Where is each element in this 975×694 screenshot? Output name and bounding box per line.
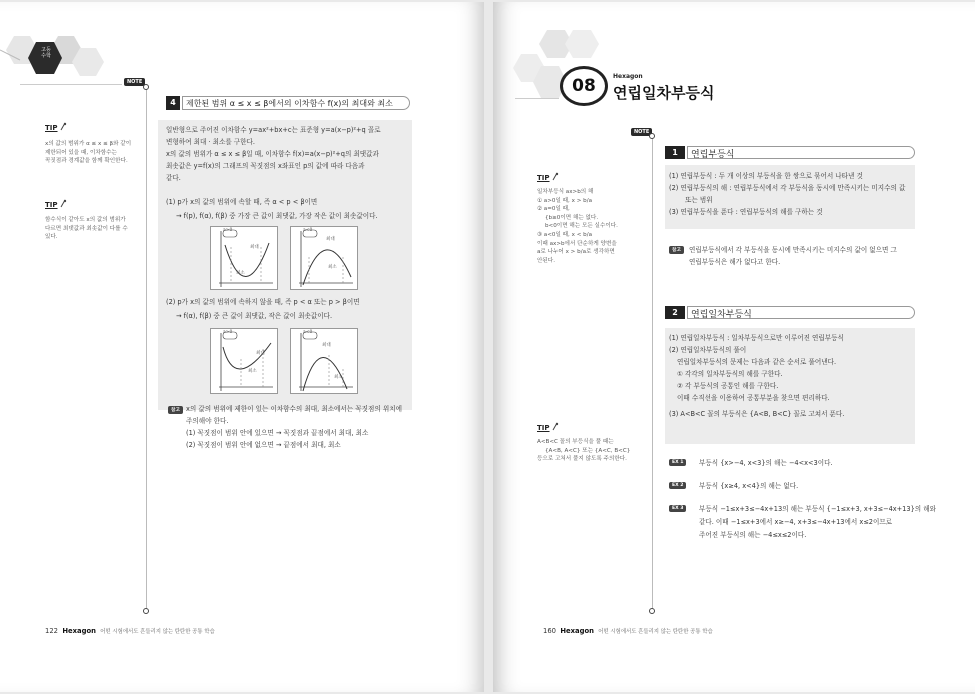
tip-line: 제한되어 있을 때, 이차함수는 xyxy=(45,149,117,156)
tip-text xyxy=(537,438,630,464)
section2-item: (1) 연립일차부등식 : 일차부등식으로만 이루어진 연립부등식 xyxy=(669,334,844,342)
body-line: x의 값의 범위가 α ≤ x ≤ β일 때, 이차함수 f(x)=a(x−p)²+q의 최댓값과 xyxy=(166,150,379,158)
tip-line: ① a>0일 때, x > b/a xyxy=(537,197,593,204)
section1-item: (3) 연립부등식을 푼다 : 연립부등식의 해를 구하는 것 xyxy=(669,208,823,216)
note-tag: NOTE xyxy=(124,78,145,86)
note-tag: NOTE xyxy=(631,128,652,136)
tip-label: TIP xyxy=(45,201,58,209)
graph2-min-label: 최소 xyxy=(328,265,337,270)
tip-line: ② a=0일 때, xyxy=(537,206,570,213)
reference-line: 연립부등식은 해가 없다고 한다. xyxy=(689,258,781,266)
section2-item: (2) 연립일차부등식의 풀이 xyxy=(669,346,747,354)
graph-case2-a-positive xyxy=(210,328,278,394)
tip-line: 있다. xyxy=(45,234,58,241)
chapter-number: 08 xyxy=(560,66,608,106)
reference-line: 연립부등식에서 각 부등식을 동시에 만족시키는 미지수의 값이 없으면 그 xyxy=(689,246,897,254)
tip-label: TIP xyxy=(45,124,58,132)
body-line: 변형하여 최대 · 최소를 구한다. xyxy=(166,138,256,146)
graph1-max-label: 최대 xyxy=(250,245,259,250)
section1-item: (2) 연립부등식의 해 : 연립부등식에서 각 부등식을 동시에 만족시키는 미지수의 값 xyxy=(669,184,906,192)
tip-text xyxy=(537,188,618,265)
example-line: 부등식 {x>−4, x<3}의 해는 −4<x<3이다. xyxy=(699,459,833,467)
reference-line: x의 값의 범위에 제한이 있는 이차함수의 최대, 최소에서는 꼭짓점의 위치에 xyxy=(186,405,402,413)
chapter-title: 연립일차부등식 xyxy=(613,84,715,102)
tip-line: 일차부등식 ax>b의 해 xyxy=(537,189,594,195)
footer-text: 어떤 시험에서도 흔들리지 않는 탄탄한 공통 학습 xyxy=(598,629,713,635)
tip-line: 등으로 고쳐서 풀지 않도록 주의한다. xyxy=(537,456,627,463)
tip-line: b<0이면 해는 모든 실수이다. xyxy=(545,223,618,230)
tip-label: TIP xyxy=(537,174,550,182)
section1-reference xyxy=(689,244,897,268)
section2-item: (3) A<B<C 꼴의 부등식은 {A<B, B<C} 꼴로 고쳐서 푼다. xyxy=(669,410,845,418)
example-line: 주어진 부등식의 해는 −4≤x≤2이다. xyxy=(699,531,807,539)
tip-line: 함수식이 같아도 x의 값의 범위가 xyxy=(45,217,126,223)
case1-detail: → f(p), f(α), f(β) 중 가장 큰 값이 최댓값, 가장 작은 값이 최솟값이다. xyxy=(176,212,378,220)
graph2-tag: a<0 xyxy=(303,228,313,233)
left-footer xyxy=(45,627,215,635)
example-line: 부등식 {x≥4, x<4}의 해는 없다. xyxy=(699,482,799,490)
reference-line: (2) 꼭짓점이 범위 안에 없으면 → 끝점에서 최대, 최소 xyxy=(186,441,341,449)
tip-line: 안된다. xyxy=(537,257,555,264)
timeline-start-dot xyxy=(649,133,655,139)
tip-text xyxy=(45,216,128,242)
tip-text xyxy=(45,140,131,166)
footer-text: 어떤 시험에서도 흔들리지 않는 탄탄한 공통 학습 xyxy=(100,629,215,635)
graph1-tag: a>0 xyxy=(223,228,233,233)
section2-items xyxy=(669,332,844,424)
tip-line: {b≥0이면 해는 없다. xyxy=(545,214,599,221)
graph4-tag: a<0 xyxy=(303,330,313,335)
tip-line: 꼭짓점과 경계값을 함께 확인한다. xyxy=(45,158,128,165)
page-number: 122 xyxy=(45,627,58,635)
body-line: 최솟값은 y=f(x)의 그래프의 꼭짓점의 x좌표인 p의 값에 따라 다음과 xyxy=(166,162,365,170)
footer-brand: Hexagon xyxy=(62,627,96,635)
section1-items xyxy=(669,170,905,218)
section2-item: ② 각 부등식의 공통인 해를 구한다. xyxy=(677,382,779,390)
right-footer xyxy=(543,627,713,635)
right-timeline xyxy=(652,136,653,610)
example-tag: EX 2 xyxy=(669,482,686,489)
reference-tag: 참고 xyxy=(168,406,183,414)
reference-text xyxy=(186,403,402,451)
section1-item: (1) 연립부등식 : 두 개 이상의 부등식을 한 쌍으로 묶어서 나타낸 것 xyxy=(669,172,863,180)
timeline-end-dot xyxy=(649,608,655,614)
section1-item: 또는 범위 xyxy=(685,196,713,204)
tip-line: x의 값의 범위가 α ≤ x ≤ β와 같이 xyxy=(45,141,132,147)
reference-line: (1) 꼭짓점이 범위 안에 있으면 → 꼭짓점과 끝점에서 최대, 최소 xyxy=(186,429,369,437)
timeline-start-dot xyxy=(143,84,149,90)
section1-number: 1 xyxy=(665,146,685,159)
tip-label: TIP xyxy=(537,424,550,432)
timeline-end-dot xyxy=(143,608,149,614)
hex-logo-text: 고등 수학 xyxy=(41,47,51,59)
reference-line: 주의해야 한다. xyxy=(186,417,229,425)
body-line: 같다. xyxy=(166,174,181,182)
body-line: 일반형으로 주어진 이차함수 y=ax²+bx+c는 표준형 y=a(x−p)²+q 꼴로 xyxy=(166,126,381,134)
example-line: 같다. 이때 −1≤x+3에서 x≥−4, x+3≤−4x+13에서 x≤2이므로 xyxy=(699,518,893,526)
section2-number: 2 xyxy=(665,306,685,319)
graph2-max-label: 최대 xyxy=(326,237,335,242)
case2-title: (2) p가 x의 값의 범위에 속하지 않을 때, 즉 p < α 또는 p > β이면 xyxy=(166,298,360,306)
graph4-min-label: 최소 xyxy=(334,375,343,380)
example3-text xyxy=(699,503,936,542)
example-tag: EX 1 xyxy=(669,459,686,466)
tip-line: {A<B, A<C} 또는 {A<C, B<C} xyxy=(545,447,631,454)
graph-case1-a-positive xyxy=(210,226,278,290)
chapter-brand: Hexagon xyxy=(613,73,643,80)
tip-line: 다르면 최댓값과 최솟값이 다를 수 xyxy=(45,225,128,232)
right-page xyxy=(493,2,975,692)
graph3-min-label: 최소 xyxy=(248,369,257,374)
example-tag: EX 3 xyxy=(669,505,686,512)
section1-title: 연립부등식 xyxy=(691,150,735,160)
left-timeline xyxy=(146,86,147,610)
tip-line: a로 나누어 x > b/a로 생각하면 xyxy=(537,249,615,256)
graph4-max-label: 최대 xyxy=(322,343,331,348)
tip-line: ③ a<0일 때, x < b/a xyxy=(537,231,593,238)
note-guide-line xyxy=(20,84,122,85)
chapter-guide-line xyxy=(515,98,559,99)
section2-item: 연립일차부등식의 문제는 다음과 같은 순서로 풀어낸다. xyxy=(677,358,837,366)
section1-reference-tag: 참고 xyxy=(669,246,684,254)
page-number: 160 xyxy=(543,627,556,635)
graph1-min-label: 최소 xyxy=(236,271,245,276)
tip-line: A<B<C 꼴의 부등식을 풀 때는 xyxy=(537,439,614,445)
example-line: 부등식 −1≤x+3≤−4x+13의 해는 부등식 {−1≤x+3, x+3≤−4x+13}의 해와 xyxy=(699,505,936,513)
case2-detail: → f(α), f(β) 중 큰 값이 최댓값, 작은 값이 최솟값이다. xyxy=(176,312,333,320)
case1-title: (1) p가 x의 값의 범위에 속할 때, 즉 α < p < β이면 xyxy=(166,198,318,206)
section-title: 제한된 범위 α ≤ x ≤ β에서의 이차함수 f(x)의 최대와 최소 xyxy=(186,99,393,108)
section2-item: 이때 수직선을 이용하여 공통부분을 찾으면 편리하다. xyxy=(677,394,830,402)
tip-line: 이때 ax>b에서 단순하게 양변을 xyxy=(537,240,617,247)
section2-title: 연립일차부등식 xyxy=(691,310,752,320)
body-text xyxy=(166,124,381,184)
graph3-max-label: 최대 xyxy=(256,351,265,356)
section2-item: ① 각각의 일차부등식의 해를 구한다. xyxy=(677,370,783,378)
left-page xyxy=(0,2,484,692)
graph3-tag: a>0 xyxy=(223,330,233,335)
graph-case2-a-negative xyxy=(290,328,358,394)
footer-brand: Hexagon xyxy=(560,627,594,635)
section-number: 4 xyxy=(166,96,180,110)
hexagon-logo-decoration xyxy=(0,32,120,82)
graph-case1-a-negative xyxy=(290,226,358,290)
